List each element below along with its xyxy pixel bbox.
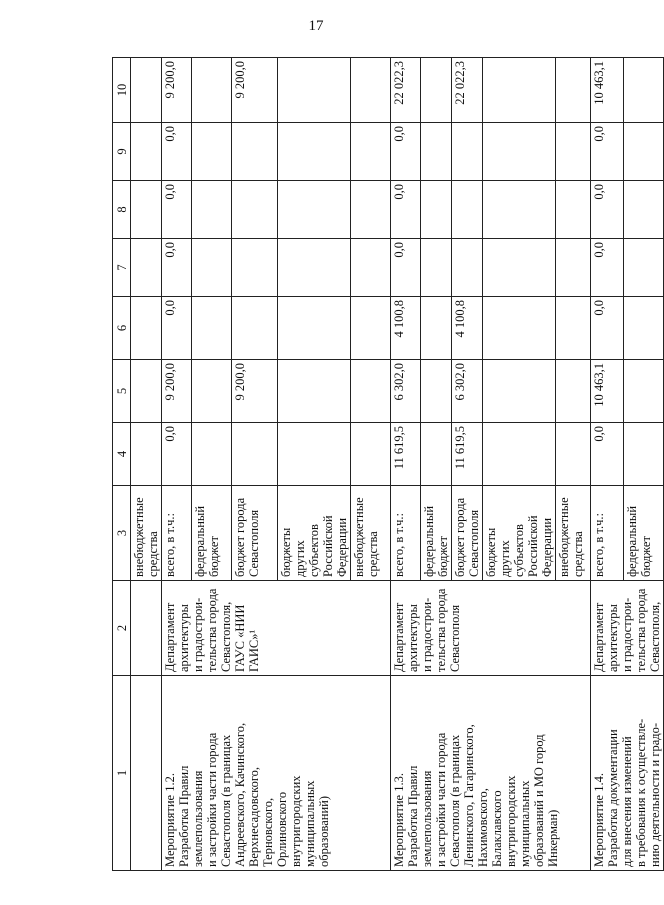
header-cell: 6 <box>113 297 131 360</box>
value-cell-v9 <box>483 123 556 181</box>
value-cell-v4 <box>351 423 391 486</box>
measure-name-cell: Мероприятие 1.4. Разработка документации для внесения изменений в требования к осуществле- нию деятельности и градо- <box>591 676 664 871</box>
value-cell-v10: 9 200,0 <box>162 58 192 123</box>
value-cell-v9 <box>278 123 351 181</box>
value-cell-v10: 22 022,3 <box>452 58 483 123</box>
source-cell: федеральный бюджет <box>192 486 232 581</box>
value-cell-v4: 11 619,5 <box>391 423 421 486</box>
value-cell-v4: 0,0 <box>591 423 624 486</box>
source-cell: всего, в т.ч.: <box>391 486 421 581</box>
value-cell-v5 <box>556 360 591 423</box>
source-cell: федеральный бюджет <box>624 486 664 581</box>
header-cell: 8 <box>113 181 131 239</box>
value-cell-v10: 9 200,0 <box>232 58 278 123</box>
value-cell-v5 <box>624 360 664 423</box>
value-cell-v10 <box>351 58 391 123</box>
value-cell-v9 <box>192 123 232 181</box>
source-cell: федеральный бюджет <box>421 486 452 581</box>
value-cell-v10 <box>624 58 664 123</box>
value-cell-v6: 0,0 <box>162 297 192 360</box>
header-cell: 7 <box>113 239 131 297</box>
value-cell-v9 <box>232 123 278 181</box>
value-cell-v5: 9 200,0 <box>162 360 192 423</box>
value-cell-v9 <box>556 123 591 181</box>
value-cell-v10: 10 463,1 <box>591 58 624 123</box>
executor-cell: Департамент архитектуры и градострои- тельства города Севастополя, ГАУС «НИИ ГАИС»¹ <box>162 581 391 676</box>
value-cell-v5: 9 200,0 <box>232 360 278 423</box>
value-cell-v8 <box>624 181 664 239</box>
header-cell: 5 <box>113 360 131 423</box>
value-cell-v6 <box>232 297 278 360</box>
value-cell-v9 <box>452 123 483 181</box>
value-cell-v7 <box>624 239 664 297</box>
value-cell-v7 <box>483 239 556 297</box>
executor-cell: Департамент архитектуры и градострои- тельства города Севастополя, <box>591 581 664 676</box>
value-cell-v10 <box>278 58 351 123</box>
header-cell: 9 <box>113 123 131 181</box>
source-cell: бюджет города Севастополя <box>452 486 483 581</box>
value-cell-v4 <box>232 423 278 486</box>
header-row <box>113 58 131 871</box>
value-cell-v9: 0,0 <box>162 123 192 181</box>
value-cell-v7 <box>421 239 452 297</box>
value-cell-v7 <box>452 239 483 297</box>
source-cell: внебюджетные средства <box>556 486 591 581</box>
value-cell-v7: 0,0 <box>162 239 192 297</box>
executor-cell: Департамент архитектуры и градострои- тельства города Севастополя <box>391 581 591 676</box>
source-cell: бюджеты других субъектов Российской Федерации <box>278 486 351 581</box>
value-cell-v6 <box>278 297 351 360</box>
value-cell-v5 <box>192 360 232 423</box>
header-cell: 4 <box>113 423 131 486</box>
value-cell-v8 <box>232 181 278 239</box>
value-cell-v8 <box>556 181 591 239</box>
continuation-row <box>131 58 162 871</box>
value-cell-v8: 0,0 <box>591 181 624 239</box>
value-cell-v4 <box>624 423 664 486</box>
table-body <box>113 58 664 871</box>
value-cell-v9 <box>351 123 391 181</box>
value-cell-v4 <box>421 423 452 486</box>
source-cell: внебюджетные средства <box>131 486 162 581</box>
value-cell-v6 <box>624 297 664 360</box>
value-cell-v7 <box>192 239 232 297</box>
value-cell-v4 <box>192 423 232 486</box>
value-cell-v5 <box>278 360 351 423</box>
value-cell-v8: 0,0 <box>391 181 421 239</box>
measure-name-cell: Мероприятие 1.3. Разработка Правил землепользования и застройки части города Севастополя (в границах Ленинского, Гагаринского, Нахимовского, Балаклавского внутригородских муниципальных образований и МО город Инкерман) <box>391 676 591 871</box>
source-cell: внебюджетные средства <box>351 486 391 581</box>
value-cell-v7: 0,0 <box>391 239 421 297</box>
value-cell-v6 <box>351 297 391 360</box>
value-cell-v5 <box>351 360 391 423</box>
value-cell-v8: 0,0 <box>162 181 192 239</box>
header-cell: 10 <box>113 58 131 123</box>
value-cell-v7 <box>351 239 391 297</box>
header-cell: 1 <box>113 676 131 871</box>
value-cell-v7 <box>278 239 351 297</box>
value-cell-v8 <box>351 181 391 239</box>
value-cell-v10 <box>483 58 556 123</box>
value-cell-v10: 22 022,3 <box>391 58 421 123</box>
measure-row <box>391 58 421 871</box>
value-cell-v10 <box>556 58 591 123</box>
value-cell-v6 <box>483 297 556 360</box>
value-cell-v6 <box>556 297 591 360</box>
value-cell-v4 <box>556 423 591 486</box>
header-cell: 3 <box>113 486 131 581</box>
page-number: 17 <box>308 18 324 34</box>
source-cell: всего, в т.ч.: <box>162 486 192 581</box>
value-cell-v4: 0,0 <box>162 423 192 486</box>
value-cell-v9 <box>624 123 664 181</box>
value-cell-v8 <box>421 181 452 239</box>
value-cell-v8 <box>452 181 483 239</box>
header-cell: 2 <box>113 581 131 676</box>
value-cell-v6: 4 100,8 <box>391 297 421 360</box>
value-cell-v7 <box>556 239 591 297</box>
value-cell-v4 <box>483 423 556 486</box>
value-cell-v7: 0,0 <box>591 239 624 297</box>
value-cell-v5: 6 302,0 <box>452 360 483 423</box>
value-cell-v6 <box>421 297 452 360</box>
value-cell-v9: 0,0 <box>591 123 624 181</box>
rotated-table-container <box>112 58 662 871</box>
measure-row <box>162 58 192 871</box>
value-cell-v10 <box>192 58 232 123</box>
value-cell-v6: 0,0 <box>591 297 624 360</box>
value-cell-v5: 10 463,1 <box>591 360 624 423</box>
value-cell-v10 <box>421 58 452 123</box>
value-cell-v4: 11 619,5 <box>452 423 483 486</box>
value-cell-v8 <box>278 181 351 239</box>
value-cell-v8 <box>192 181 232 239</box>
value-cell-v5 <box>483 360 556 423</box>
value-cell-v6 <box>192 297 232 360</box>
measure-name-cell: Мероприятие 1.2. Разработка Правил землепользования и застройки части города Севастополя (в границах Андреевского, Качинского, Верхнесадовского, Терновского, Орлиновского внутригородских муниципальных образований) <box>162 676 391 871</box>
source-cell: бюджеты других субъектов Российской Федерации <box>483 486 556 581</box>
measure-row <box>591 58 624 871</box>
value-cell-v5 <box>421 360 452 423</box>
budget-table <box>112 57 664 871</box>
value-cell-v9 <box>421 123 452 181</box>
value-cell-v5: 6 302,0 <box>391 360 421 423</box>
source-cell: всего, в т.ч.: <box>591 486 624 581</box>
value-cell-v7 <box>232 239 278 297</box>
value-cell-v9: 0,0 <box>391 123 421 181</box>
value-cell-v8 <box>483 181 556 239</box>
source-cell: бюджет города Севастополя <box>232 486 278 581</box>
value-cell-v4 <box>278 423 351 486</box>
value-cell-v6: 4 100,8 <box>452 297 483 360</box>
